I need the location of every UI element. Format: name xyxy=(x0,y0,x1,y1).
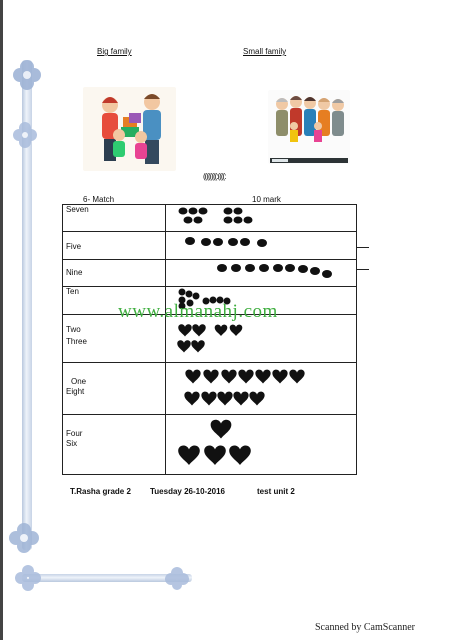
number-word: Ten xyxy=(66,287,79,296)
number-word-cell xyxy=(63,415,166,475)
number-word: Six xyxy=(66,439,78,448)
big-family-heading: Big family xyxy=(97,47,132,56)
number-word: Two xyxy=(66,325,81,334)
match-table xyxy=(62,204,357,475)
guide-line xyxy=(357,247,369,248)
table-row xyxy=(63,260,357,287)
flower-icon xyxy=(10,563,46,593)
heart-group xyxy=(166,363,348,409)
hearts-four-six xyxy=(178,420,251,465)
number-word: Three xyxy=(66,337,87,346)
table-row xyxy=(63,415,357,475)
number-word: Nine xyxy=(66,268,83,277)
flower-icon xyxy=(10,55,44,95)
date-label: Tuesday 26-10-2016 xyxy=(150,487,226,496)
dots-five xyxy=(185,237,267,247)
number-word: Five xyxy=(66,242,82,251)
page-edge xyxy=(0,0,3,640)
picture-cell xyxy=(166,415,357,475)
small-family-heading: Small family xyxy=(243,47,287,56)
watermark: www.almanahj.com xyxy=(118,301,278,322)
dots-seven xyxy=(179,208,253,224)
picture-cell xyxy=(166,232,357,260)
small-family-image xyxy=(268,90,350,164)
number-word-cell xyxy=(63,232,166,260)
exercise-mark: 10 mark xyxy=(252,195,281,204)
hearts-two-three xyxy=(177,324,242,352)
number-word-cell xyxy=(63,363,166,415)
number-word: Four xyxy=(66,429,83,438)
dot-group xyxy=(166,205,348,226)
dot-group xyxy=(166,260,356,281)
number-word-cell xyxy=(63,205,166,232)
scanner-stamp: Scanned by CamScanner xyxy=(315,622,415,633)
number-word: One xyxy=(71,377,87,386)
table-row xyxy=(63,205,357,232)
flower-icon xyxy=(162,565,192,591)
table-row xyxy=(63,232,357,260)
flower-icon xyxy=(10,118,40,152)
exercise-title: 6- Match xyxy=(83,195,115,204)
test-label: test unit 2 xyxy=(257,487,295,496)
dot-group xyxy=(166,232,348,254)
number-word-cell xyxy=(63,260,166,287)
teacher-label: T.Rasha grade 2 xyxy=(70,487,131,496)
scribble-text: ((((((((:((((: xyxy=(203,172,226,181)
dots-nine xyxy=(217,264,332,278)
big-family-image xyxy=(83,87,176,171)
hearts-one-eight xyxy=(184,370,304,406)
picture-cell xyxy=(166,205,357,232)
picture-cell xyxy=(166,260,357,287)
heart-group xyxy=(166,415,348,469)
picture-cell xyxy=(166,363,357,415)
guide-line xyxy=(357,269,369,270)
number-word: Seven xyxy=(66,205,89,214)
flower-icon xyxy=(6,520,42,556)
table-row xyxy=(63,363,357,415)
number-word: Eight xyxy=(66,387,85,396)
